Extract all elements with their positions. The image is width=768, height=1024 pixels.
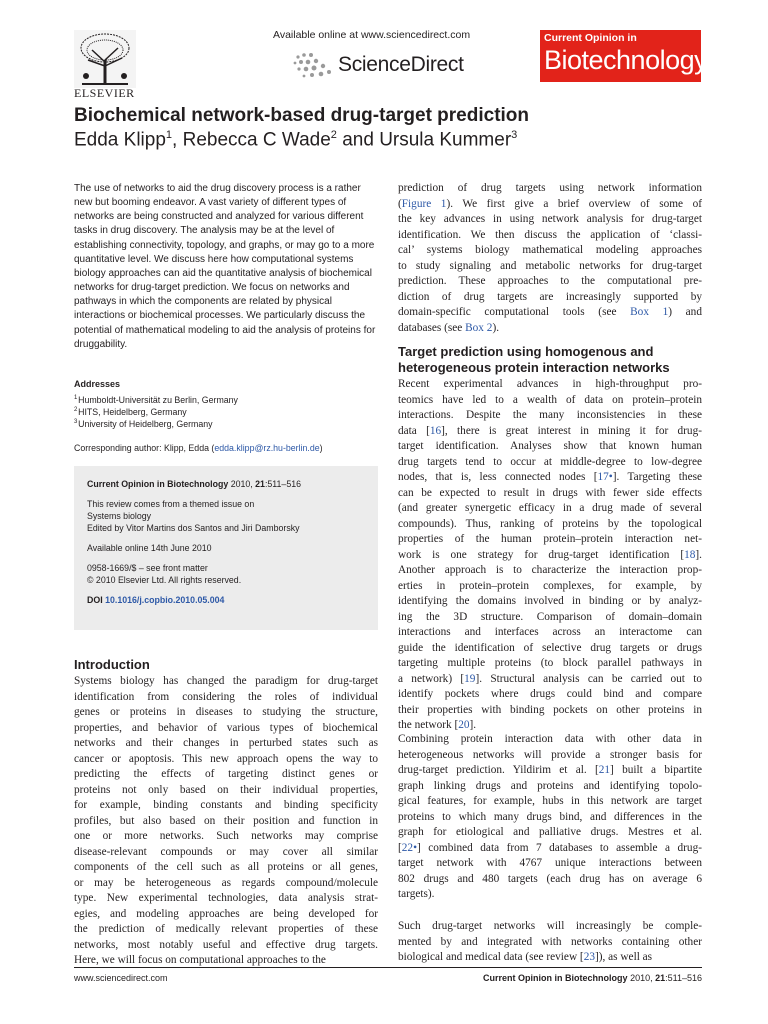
journal-banner — [540, 30, 708, 82]
text-segment: (and greater synergetic efficacy in a drug made of several — [398, 502, 702, 514]
corresponding-close: ) — [319, 443, 323, 453]
text-segment: ). We first give a brief overview of some of — [446, 197, 702, 210]
text-segment: gical features, for example, hubs in this network are target — [398, 795, 702, 807]
address-sup: 3 — [74, 419, 78, 425]
text-line — [398, 321, 702, 337]
text-segment: Such drug-target networks will increasingly be comple- — [398, 920, 702, 932]
text-line — [398, 212, 702, 228]
citation-volume: 21 — [255, 479, 265, 489]
doi-label: DOI — [87, 595, 103, 605]
text-line — [398, 732, 702, 748]
text-segment: mented by and integrated with networks containing other — [398, 935, 702, 948]
paragraph — [398, 919, 702, 966]
text-segment: a network) [ — [398, 672, 465, 685]
text-segment: predicting the effects of targeting distinct genes or — [74, 768, 378, 780]
citation-year: 2010, — [230, 479, 253, 489]
text-line — [398, 470, 702, 486]
abstract: The use of networks to aid the drug discovery process is a rather new but booming endeavor. A vast variety of different types of networks are being constructed and analyzed for various different tasks in drug discovery. The analysis may be at the level of establishing connectivity, topology, and graphs, or may go to a more quantitative level. We discuss here how computational systems biology approaches can aid the quantitative analysis of biochemical networks for drug-target prediction. We focus on networks and pathways in which the components are related by physical interactions or biochemical processes. We particularly discuss the potential of mathematical modeling to aid the analysis of proteins for druggability. — [74, 183, 376, 350]
reference-link[interactable]: Figure 1 — [401, 197, 447, 210]
text-segment: heterogeneous networks will provide a stronger basis for — [398, 748, 702, 761]
reference-link[interactable]: 16 — [429, 424, 442, 437]
corresponding-label: Corresponding author: Klipp, Edda ( — [74, 443, 215, 453]
text-segment: data [ — [398, 424, 430, 437]
section-text — [398, 377, 702, 734]
sciencedirect-dots-icon — [290, 51, 334, 79]
text-segment: cal’ systems biology mathematical modeling approaches — [398, 244, 702, 256]
text-segment: properties of the human protein–protein interaction net- — [398, 533, 702, 545]
text-line — [398, 703, 702, 719]
text-line — [398, 856, 702, 872]
elsevier-tree-logo — [74, 30, 136, 88]
text-line — [398, 625, 702, 641]
themed-topic: Systems biology — [87, 511, 152, 521]
doi-link[interactable]: 10.1016/j.copbio.2010.05.004 — [105, 595, 225, 605]
text-segment: for example, binding constants and binding specificity — [74, 799, 378, 811]
copyright-block — [87, 562, 365, 586]
text-segment: Here, we will focus on computational approaches to the — [74, 954, 326, 966]
text-segment: compounds). Thus, ranking of proteins by the topological — [398, 517, 702, 530]
section-heading-line: heterogeneous protein interaction networks — [398, 360, 670, 375]
issn: 0958-1669/$ – see front matter — [87, 563, 208, 573]
text-segment: identification from considering the roles of individual — [74, 690, 378, 703]
text-segment: Another approach is to characterize the interaction prop- — [398, 564, 702, 576]
text-line — [398, 919, 702, 935]
text-line — [74, 752, 378, 768]
text-line — [74, 845, 378, 861]
text-line — [398, 748, 702, 764]
journal-banner-title: Biotechnology — [544, 45, 708, 75]
text-segment: identify pockets where drugs could bind and compare — [398, 688, 702, 700]
available-date: Available online 14th June 2010 — [87, 543, 212, 553]
text-segment: ]. Targeting these — [612, 471, 702, 483]
text-line — [74, 922, 378, 938]
text-line — [398, 455, 702, 471]
text-segment: erties in protein–protein complexes, for example, by — [398, 579, 702, 592]
text-segment: properties, and behavior of various types of biochemical — [74, 721, 378, 734]
introduction-heading: Introduction — [74, 657, 150, 672]
publisher-name: ELSEVIER — [74, 86, 135, 100]
text-segment: type. New experimental technologies, data analysis strat- — [74, 892, 378, 904]
text-segment: Combining protein interaction data with other data in — [398, 733, 702, 745]
text-line — [74, 891, 378, 907]
text-segment: drug targets tend to occur at middle-degree to low-degree — [398, 455, 702, 468]
text-segment: prediction. These approaches to the computational pre- — [398, 275, 702, 287]
text-line — [398, 656, 702, 672]
text-segment: nodes, that is, less connected nodes [ — [398, 471, 598, 483]
footer-citation — [483, 973, 702, 983]
author-affiliation: 1 — [165, 129, 173, 141]
text-line — [398, 393, 702, 409]
text-line — [74, 705, 378, 721]
copyright: © 2010 Elsevier Ltd. All rights reserved. — [87, 575, 242, 585]
reference-link[interactable]: 20 — [458, 719, 470, 731]
text-segment: teomics have led to a wealth of data on protein–protein — [398, 393, 702, 406]
text-line — [398, 243, 702, 259]
text-line — [398, 501, 702, 517]
text-segment: ]), as well as — [594, 951, 653, 963]
text-line — [398, 408, 702, 424]
text-segment: disease-relevant compounds or may cover all similar — [74, 845, 378, 858]
text-segment: components of the cell such as all proteins or all genes, — [74, 861, 378, 873]
text-line — [398, 274, 702, 290]
text-segment: domain-specific computational tools (see — [398, 306, 631, 318]
email-link[interactable]: edda.klipp@rz.hu-berlin.de — [214, 443, 320, 453]
text-line — [74, 814, 378, 830]
author-affiliation: 3 — [511, 129, 518, 141]
text-line — [398, 872, 702, 888]
address-text: University of Heidelberg, Germany — [78, 418, 213, 429]
text-line — [398, 259, 702, 275]
text-segment: targeting multiple proteins (to block parallel pathways in — [398, 657, 702, 669]
paragraph — [398, 732, 702, 903]
text-segment: the network [ — [398, 719, 459, 731]
text-segment: graph for etiological and palliative drugs. Mestres et al. — [398, 826, 702, 838]
text-segment: Recent experimental advances in high-throughput pro- — [398, 378, 702, 390]
text-segment: target identification. Analyses show that known human — [398, 440, 702, 452]
themed-line: This review comes from a themed issue on — [87, 499, 255, 509]
right-intro-text — [398, 181, 702, 336]
author-name: Edda Klipp — [74, 129, 166, 151]
text-segment: prediction of drug targets using network information — [398, 182, 702, 194]
text-line — [74, 938, 378, 954]
text-segment: databases (see — [398, 321, 466, 334]
text-segment: ) and — [668, 306, 702, 318]
text-line — [398, 548, 702, 564]
reference-link[interactable]: 18 — [684, 548, 696, 561]
author-separator: , — [172, 129, 183, 151]
text-segment: profiles, but also based on their position and function in — [74, 814, 378, 827]
text-line — [398, 810, 702, 826]
text-segment: ], there is great interest in mining it for drug- — [441, 424, 702, 437]
text-line — [398, 763, 702, 779]
address-text: Humboldt-Universität zu Berlin, Germany — [78, 394, 238, 405]
address-item — [74, 416, 213, 430]
text-line — [74, 798, 378, 814]
text-segment: diction of drug targets are increasingly supported by — [398, 290, 702, 303]
article-title: Biochemical network-based drug-target prediction — [74, 105, 530, 126]
text-segment: work is one strategy for drug-target identification [ — [398, 548, 685, 561]
text-segment: target network with 4767 unique interactions between — [398, 857, 702, 869]
text-line — [74, 907, 378, 923]
article-info-box — [74, 466, 378, 630]
text-segment: 802 drugs and 480 targets (each drug has on average 6 — [398, 872, 702, 885]
corresponding-author — [74, 443, 323, 453]
reference-link[interactable]: 21 — [598, 764, 611, 776]
text-segment: their properties with binding pockets on other proteins in — [398, 703, 702, 716]
text-segment: genes or proteins in diseases to studying the structure, — [74, 706, 378, 718]
text-segment: guide the identification of selective drug targets or drugs — [398, 641, 702, 654]
footer-divider — [74, 967, 702, 968]
text-line — [398, 841, 702, 857]
addresses-heading: Addresses — [74, 379, 121, 389]
text-line — [398, 935, 702, 951]
text-segment: ] combined data from 7 databases to assemble a drug- — [417, 841, 702, 854]
text-segment: ] built a bipartite — [610, 764, 702, 776]
doi-line — [87, 594, 365, 606]
text-segment: to study signaling and metabolic networks for drug-target — [398, 259, 702, 272]
text-line — [398, 794, 702, 810]
text-line — [398, 887, 702, 903]
text-line — [398, 377, 702, 393]
text-line — [74, 721, 378, 737]
text-line — [398, 579, 702, 595]
address-text: HITS, Heidelberg, Germany — [78, 406, 187, 417]
text-segment: interactions and interfaces across an interactome can — [398, 626, 702, 638]
author-separator: and — [336, 129, 380, 151]
text-segment: identification. We then discuss the application of ‘classi- — [398, 228, 702, 241]
text-line — [398, 181, 702, 197]
text-line — [74, 876, 378, 892]
text-segment: drug-target prediction. Yildirim et al. [ — [398, 764, 599, 776]
author-affiliation: 2 — [330, 129, 337, 141]
text-segment: ing the 3D structure. Comparison of domain–domain — [398, 610, 702, 623]
text-line — [398, 486, 702, 502]
text-line — [398, 424, 702, 440]
footer-year: 2010, — [630, 973, 653, 983]
reference-link[interactable]: 23 — [583, 951, 595, 963]
section-heading — [398, 344, 702, 376]
reference-link[interactable]: 22• — [401, 841, 418, 854]
footer-volume: 21 — [655, 973, 666, 983]
citation-pages: :511–516 — [264, 479, 301, 489]
address-sup: 2 — [74, 407, 78, 413]
section-heading-line: Target prediction using homogenous and — [398, 344, 654, 359]
text-segment: ). — [492, 321, 500, 334]
text-segment: identifying the domains involved in binding or by analyz- — [398, 595, 702, 607]
text-line — [398, 594, 702, 610]
footer-url[interactable]: www.sciencedirect.com — [74, 973, 168, 983]
reference-link[interactable]: 19 — [464, 672, 476, 685]
text-line — [398, 779, 702, 795]
text-line — [74, 690, 378, 706]
text-line — [74, 783, 378, 799]
text-segment: ( — [398, 197, 402, 210]
text-segment: ]. Structural analysis can be carried out to — [475, 672, 702, 685]
text-line — [398, 950, 702, 966]
text-segment: can be expected to result in drugs with fewer side effects — [398, 486, 702, 499]
text-segment: networks and their changes in perturbed states such as — [74, 737, 378, 749]
text-line — [398, 228, 702, 244]
sciencedirect-logo — [290, 49, 464, 81]
text-segment: egies, and modeling approaches are being developed for — [74, 907, 378, 920]
text-segment: one or more networks. Such networks may comprise — [74, 830, 378, 842]
text-segment: proteins to which many drugs bind, and differences in the — [398, 810, 702, 823]
text-segment: ]. — [469, 719, 477, 731]
footer-journal: Current Opinion in Biotechnology — [483, 973, 628, 983]
text-line — [398, 439, 702, 455]
text-line — [398, 825, 702, 841]
text-line — [398, 305, 702, 321]
text-segment: proteins not only based on their individual properties, — [74, 783, 378, 796]
text-line — [398, 517, 702, 533]
citation-journal: Current Opinion in Biotechnology — [87, 479, 229, 489]
text-segment: the prediction of medically relevant properties of these — [74, 923, 378, 935]
text-segment: Systems biology has changed the paradigm for drug-target — [74, 675, 378, 687]
text-segment: [ — [398, 841, 402, 854]
available-online-text: Available online at www.sciencedirect.com — [273, 29, 471, 41]
text-line — [398, 672, 702, 688]
text-line — [398, 532, 702, 548]
text-segment: the key advances in using network analysis for drug-target — [398, 213, 702, 225]
text-line — [398, 563, 702, 579]
text-line — [74, 736, 378, 752]
text-line — [398, 687, 702, 703]
text-line — [398, 290, 702, 306]
author-name: Rebecca C Wade — [182, 129, 331, 151]
text-segment: graph linking drugs and proteins and identifying topolo- — [398, 779, 702, 792]
text-segment: networks, most notably useful and effective drug targets. — [74, 938, 378, 951]
text-segment: interactions. Despite the many inconsistencies in these — [398, 409, 702, 421]
text-line — [398, 610, 702, 626]
author-name: Ursula Kummer — [379, 129, 512, 151]
text-line — [398, 641, 702, 657]
journal-banner-small: Current Opinion in — [544, 32, 637, 44]
text-segment: cancer or apoptosis. This new approach opens the way to — [74, 752, 378, 765]
text-segment: targets). — [398, 888, 435, 900]
address-sup: 1 — [74, 395, 78, 401]
sciencedirect-label: ScienceDirect — [338, 53, 464, 76]
text-line — [398, 197, 702, 213]
footer-pages: :511–516 — [665, 973, 702, 983]
text-line — [74, 829, 378, 845]
reference-link[interactable]: Box 1 — [630, 306, 669, 318]
introduction-text — [74, 674, 378, 969]
text-segment: or may be heterogeneous as regards compound/molecule — [74, 876, 378, 889]
reference-link[interactable]: 17• — [597, 471, 613, 483]
text-segment: ]. — [695, 548, 702, 561]
themed-issue — [87, 498, 365, 534]
reference-link[interactable]: Box 2 — [465, 321, 493, 334]
author-list — [74, 129, 517, 151]
text-line — [74, 674, 378, 690]
themed-editors: Edited by Vitor Martins dos Santos and Jiri Damborsky — [87, 523, 300, 533]
text-line — [74, 767, 378, 783]
text-segment: biological and medical data (see review [ — [398, 951, 584, 963]
text-line — [74, 860, 378, 876]
citation-line — [87, 478, 365, 490]
